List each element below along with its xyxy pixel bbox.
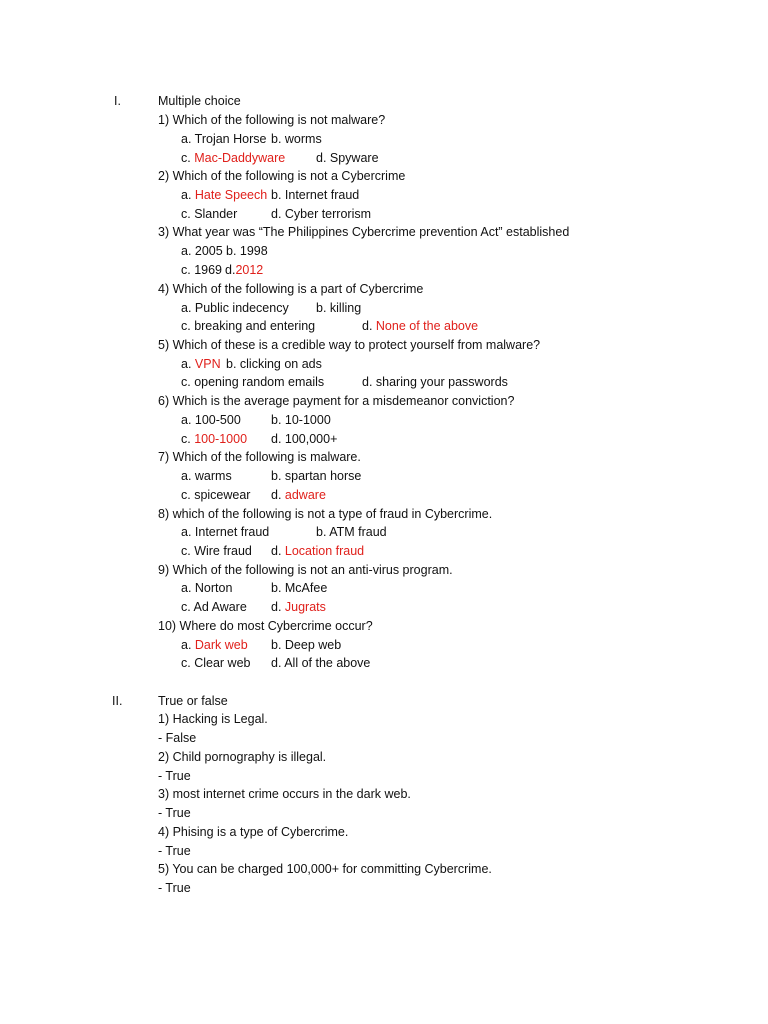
q9-option-d-prefix: d. — [271, 600, 285, 614]
q5-option-b: b. clicking on ads — [226, 357, 322, 371]
question-10: 10) Where do most Cybercrime occur? — [158, 619, 373, 633]
q6-option-a: a. 100-500 — [181, 413, 241, 427]
q6-option-b: b. 10-1000 — [271, 413, 331, 427]
question-4: 4) Which of the following is a part of Cybercrime — [158, 282, 424, 296]
q6-option-d: d. 100,000+ — [271, 432, 338, 446]
q8-option-d-prefix: d. — [271, 544, 285, 558]
q6-option-c — [181, 431, 247, 447]
tf-question-3: 3) most internet crime occurs in the dark web. — [158, 787, 411, 801]
q9-answer: Jugrats — [284, 600, 326, 614]
tf-question-4: 4) Phising is a type of Cybercrime. — [158, 825, 349, 839]
q3-option-d-prefix: d. — [225, 263, 236, 277]
q1-option-a: a. Trojan Horse — [181, 132, 267, 146]
q4-option-b: b. killing — [316, 301, 362, 315]
tf-answer-2: - True — [158, 769, 191, 783]
q3-option-b: b. 1998 — [226, 244, 268, 258]
section-title: Multiple choice — [158, 94, 241, 108]
q7-option-d-prefix: d. — [271, 488, 285, 502]
q4-answer: None of the above — [375, 319, 479, 333]
q8-option-b: b. ATM fraud — [316, 525, 387, 539]
q4-option-a: a. Public indecency — [181, 301, 289, 315]
tf-answer-5: - True — [158, 881, 191, 895]
section-numeral: I. — [114, 94, 121, 108]
q8-answer: Location fraud — [284, 544, 365, 558]
q10-answer: Dark web — [194, 638, 248, 652]
q10-option-c: c. Clear web — [181, 656, 251, 670]
q10-option-a — [181, 637, 248, 653]
question-9: 9) Which of the following is not an anti-virus program. — [158, 563, 453, 577]
q9-option-b: b. McAfee — [271, 581, 328, 595]
q8-option-d — [271, 543, 364, 559]
q7-answer: adware — [284, 488, 326, 502]
q2-option-a-prefix: a. — [181, 188, 195, 202]
tf-answer-3: - True — [158, 806, 191, 820]
q7-option-c: c. spicewear — [181, 488, 251, 502]
q5-option-a — [181, 356, 221, 372]
question-8: 8) which of the following is not a type of fraud in Cybercrime. — [158, 507, 493, 521]
q10-option-a-prefix: a. — [181, 638, 195, 652]
q5-option-d: d. sharing your passwords — [362, 375, 508, 389]
q1-option-c — [181, 150, 285, 166]
q3-option-d — [225, 262, 263, 278]
q8-option-c: c. Wire fraud — [181, 544, 252, 558]
q1-answer: Mac-Daddyware — [194, 151, 286, 165]
q9-option-d — [271, 599, 326, 615]
question-2: 2) Which of the following is not a Cybercrime — [158, 169, 406, 183]
q6-answer: 100-1000 — [194, 432, 248, 446]
q5-option-c: c. opening random emails — [181, 375, 325, 389]
q2-option-a — [181, 187, 267, 203]
q2-option-c: c. Slander — [181, 207, 238, 221]
q1-option-c-prefix: c. — [181, 151, 195, 165]
q4-option-d — [362, 318, 478, 334]
q9-option-c: c. Ad Aware — [181, 600, 247, 614]
tf-question-5: 5) You can be charged 100,000+ for committing Cybercrime. — [158, 862, 492, 876]
q2-option-b: b. Internet fraud — [271, 188, 360, 202]
q4-option-c: c. breaking and entering — [181, 319, 316, 333]
question-6: 6) Which is the average payment for a misdemeanor conviction? — [158, 394, 515, 408]
q9-option-a: a. Norton — [181, 581, 233, 595]
section-numeral: II. — [112, 694, 123, 708]
q5-option-a-prefix: a. — [181, 357, 195, 371]
q2-option-d: d. Cyber terrorism — [271, 207, 372, 221]
q7-option-d — [271, 487, 326, 503]
q7-option-b: b. spartan horse — [271, 469, 362, 483]
tf-question-1: 1) Hacking is Legal. — [158, 712, 268, 726]
q8-option-a: a. Internet fraud — [181, 525, 270, 539]
q6-option-c-prefix: c. — [181, 432, 195, 446]
q7-option-a: a. warms — [181, 469, 232, 483]
question-3: 3) What year was “The Philippines Cybercrime prevention Act” established — [158, 225, 570, 239]
q10-option-d: d. All of the above — [271, 656, 371, 670]
question-1: 1) Which of the following is not malware? — [158, 113, 386, 127]
q3-option-c: c. 1969 — [181, 263, 223, 277]
q5-answer: VPN — [194, 357, 221, 371]
q3-answer: 2012 — [235, 263, 264, 277]
q3-option-a: a. 2005 — [181, 244, 223, 258]
q2-answer: Hate Speech — [194, 188, 268, 202]
q10-option-b: b. Deep web — [271, 638, 342, 652]
section-title: True or false — [158, 694, 228, 708]
tf-answer-1: - False — [158, 731, 197, 745]
question-5: 5) Which of these is a credible way to protect yourself from malware? — [158, 338, 541, 352]
question-7: 7) Which of the following is malware. — [158, 450, 361, 464]
tf-answer-4: - True — [158, 844, 191, 858]
q4-option-d-prefix: d. — [362, 319, 376, 333]
q1-option-b: b. worms — [271, 132, 322, 146]
q1-option-d: d. Spyware — [316, 151, 379, 165]
tf-question-2: 2) Child pornography is illegal. — [158, 750, 327, 764]
